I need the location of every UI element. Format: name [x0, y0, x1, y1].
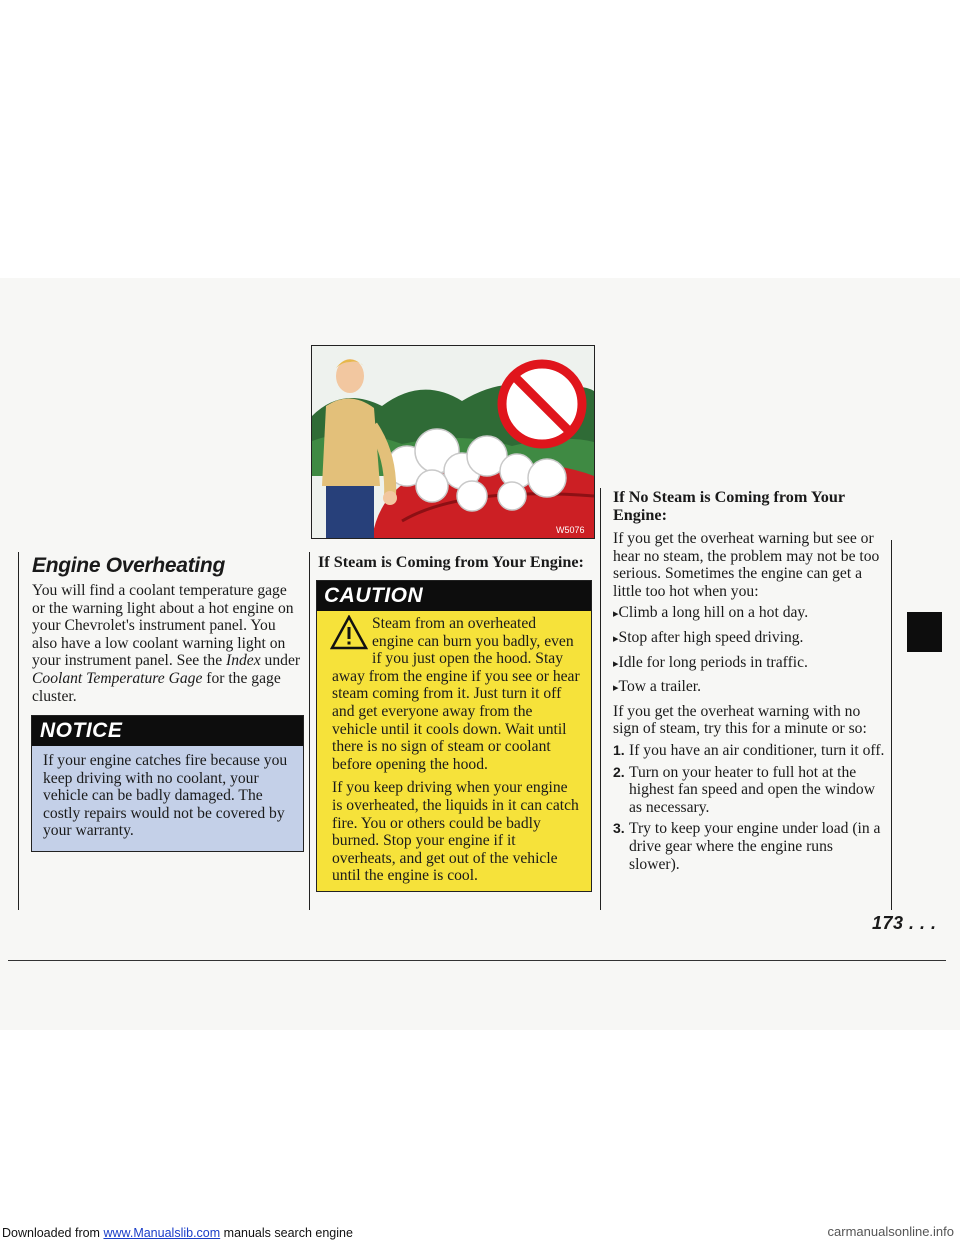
- caution-box: [316, 580, 592, 892]
- illustration-code: W5076: [556, 525, 585, 535]
- section-tab-marker: [907, 612, 942, 652]
- step-text: Try to keep your engine under load (in a drive gear where the engine runs slower).: [629, 820, 881, 873]
- column-rule-far-right: [891, 540, 892, 910]
- steam-engine-illustration: [311, 345, 595, 539]
- step-item: [613, 764, 885, 817]
- step-item: [613, 742, 885, 760]
- caution-title: CAUTION: [317, 581, 591, 611]
- step-text: Turn on your heater to full hot at the highest fan speed and open the window as necessary.: [629, 763, 875, 816]
- paragraph-part: You will find a coolant temperature gage or the warning light about a hot engine on your Chevrolet's instrument panel. You also have a low coolant warning light on your instrument panel. See the: [32, 582, 294, 670]
- no-steam-intro: If you get the overheat warning but see or hear no steam, the problem may not be too serious. Sometimes the engine can get a little too hot when you:: [613, 530, 880, 600]
- list-item: ▸ Climb a long hill on a hot day.: [613, 604, 885, 624]
- notice-box: [31, 715, 304, 852]
- caution-paragraph-1: Steam from an overheated engine can burn you badly, even if you just open the hood. Stay away from the engine if you see or hear steam coming from it. Just turn it off and get everyone away from the vehicle until it cools down. Wait until there is no sign of steam or coolant before opening the hood.: [332, 615, 580, 773]
- footer-prefix: Downloaded from: [2, 1226, 100, 1240]
- no-steam-section: [613, 530, 885, 877]
- manualslib-link[interactable]: www.Manualslib.com: [103, 1226, 221, 1240]
- step-number: 1.: [613, 741, 625, 758]
- caution-paragraph-2: If you keep driving when your engine is overheated, the liquids in it can catch fire. You or others could be badly burned. Stop your engine if it overheats, and get out of the vehicle until the engine is cool.: [332, 779, 579, 885]
- column-rule-left: [18, 552, 19, 910]
- engine-overheating-text: [32, 582, 302, 705]
- list-item: ▸ Idle for long periods in traffic.: [613, 654, 885, 674]
- engine-overheating-heading: Engine Overheating: [32, 554, 225, 577]
- step-item: [613, 820, 885, 873]
- illustration-drawing: [312, 346, 594, 538]
- conditions-list: [613, 604, 885, 697]
- warning-triangle-icon: [330, 615, 368, 651]
- step-number: 2.: [613, 763, 625, 780]
- column-rule-right: [600, 488, 601, 910]
- list-item: ▸ Tow a trailer.: [613, 678, 885, 698]
- paragraph-part: for the gage cluster.: [32, 669, 281, 705]
- index-ref: Index: [226, 652, 261, 670]
- notice-title: NOTICE: [32, 716, 303, 746]
- list-item: ▸ Stop after high speed driving.: [613, 629, 885, 649]
- coolant-gage-ref: Coolant Temperature Gage: [32, 669, 203, 687]
- watermark-text: carmanualsonline.info: [827, 1224, 954, 1239]
- step-number: 3.: [613, 820, 625, 837]
- step-text: If you have an air conditioner, turn it off.: [629, 741, 885, 759]
- steam-heading: If Steam is Coming from Your Engine:: [318, 553, 584, 571]
- bottom-rule: [8, 960, 946, 961]
- paragraph-part: under: [260, 652, 301, 670]
- page-number: 173 . . .: [872, 913, 937, 933]
- steps-list: [613, 742, 885, 873]
- column-rule-middle: [309, 552, 310, 910]
- no-steam-para2: If you get the overheat warning with no sign of steam, try this for a minute or so:: [613, 702, 867, 738]
- notice-text: If your engine catches fire because you keep driving with no coolant, your vehicle can be badly damaged. The costly repairs would not be covered by your warranty.: [43, 752, 288, 840]
- no-steam-heading: If No Steam is Coming from Your Engine:: [613, 488, 845, 524]
- footer-suffix: manuals search engine: [223, 1226, 353, 1240]
- caution-text: [317, 611, 591, 885]
